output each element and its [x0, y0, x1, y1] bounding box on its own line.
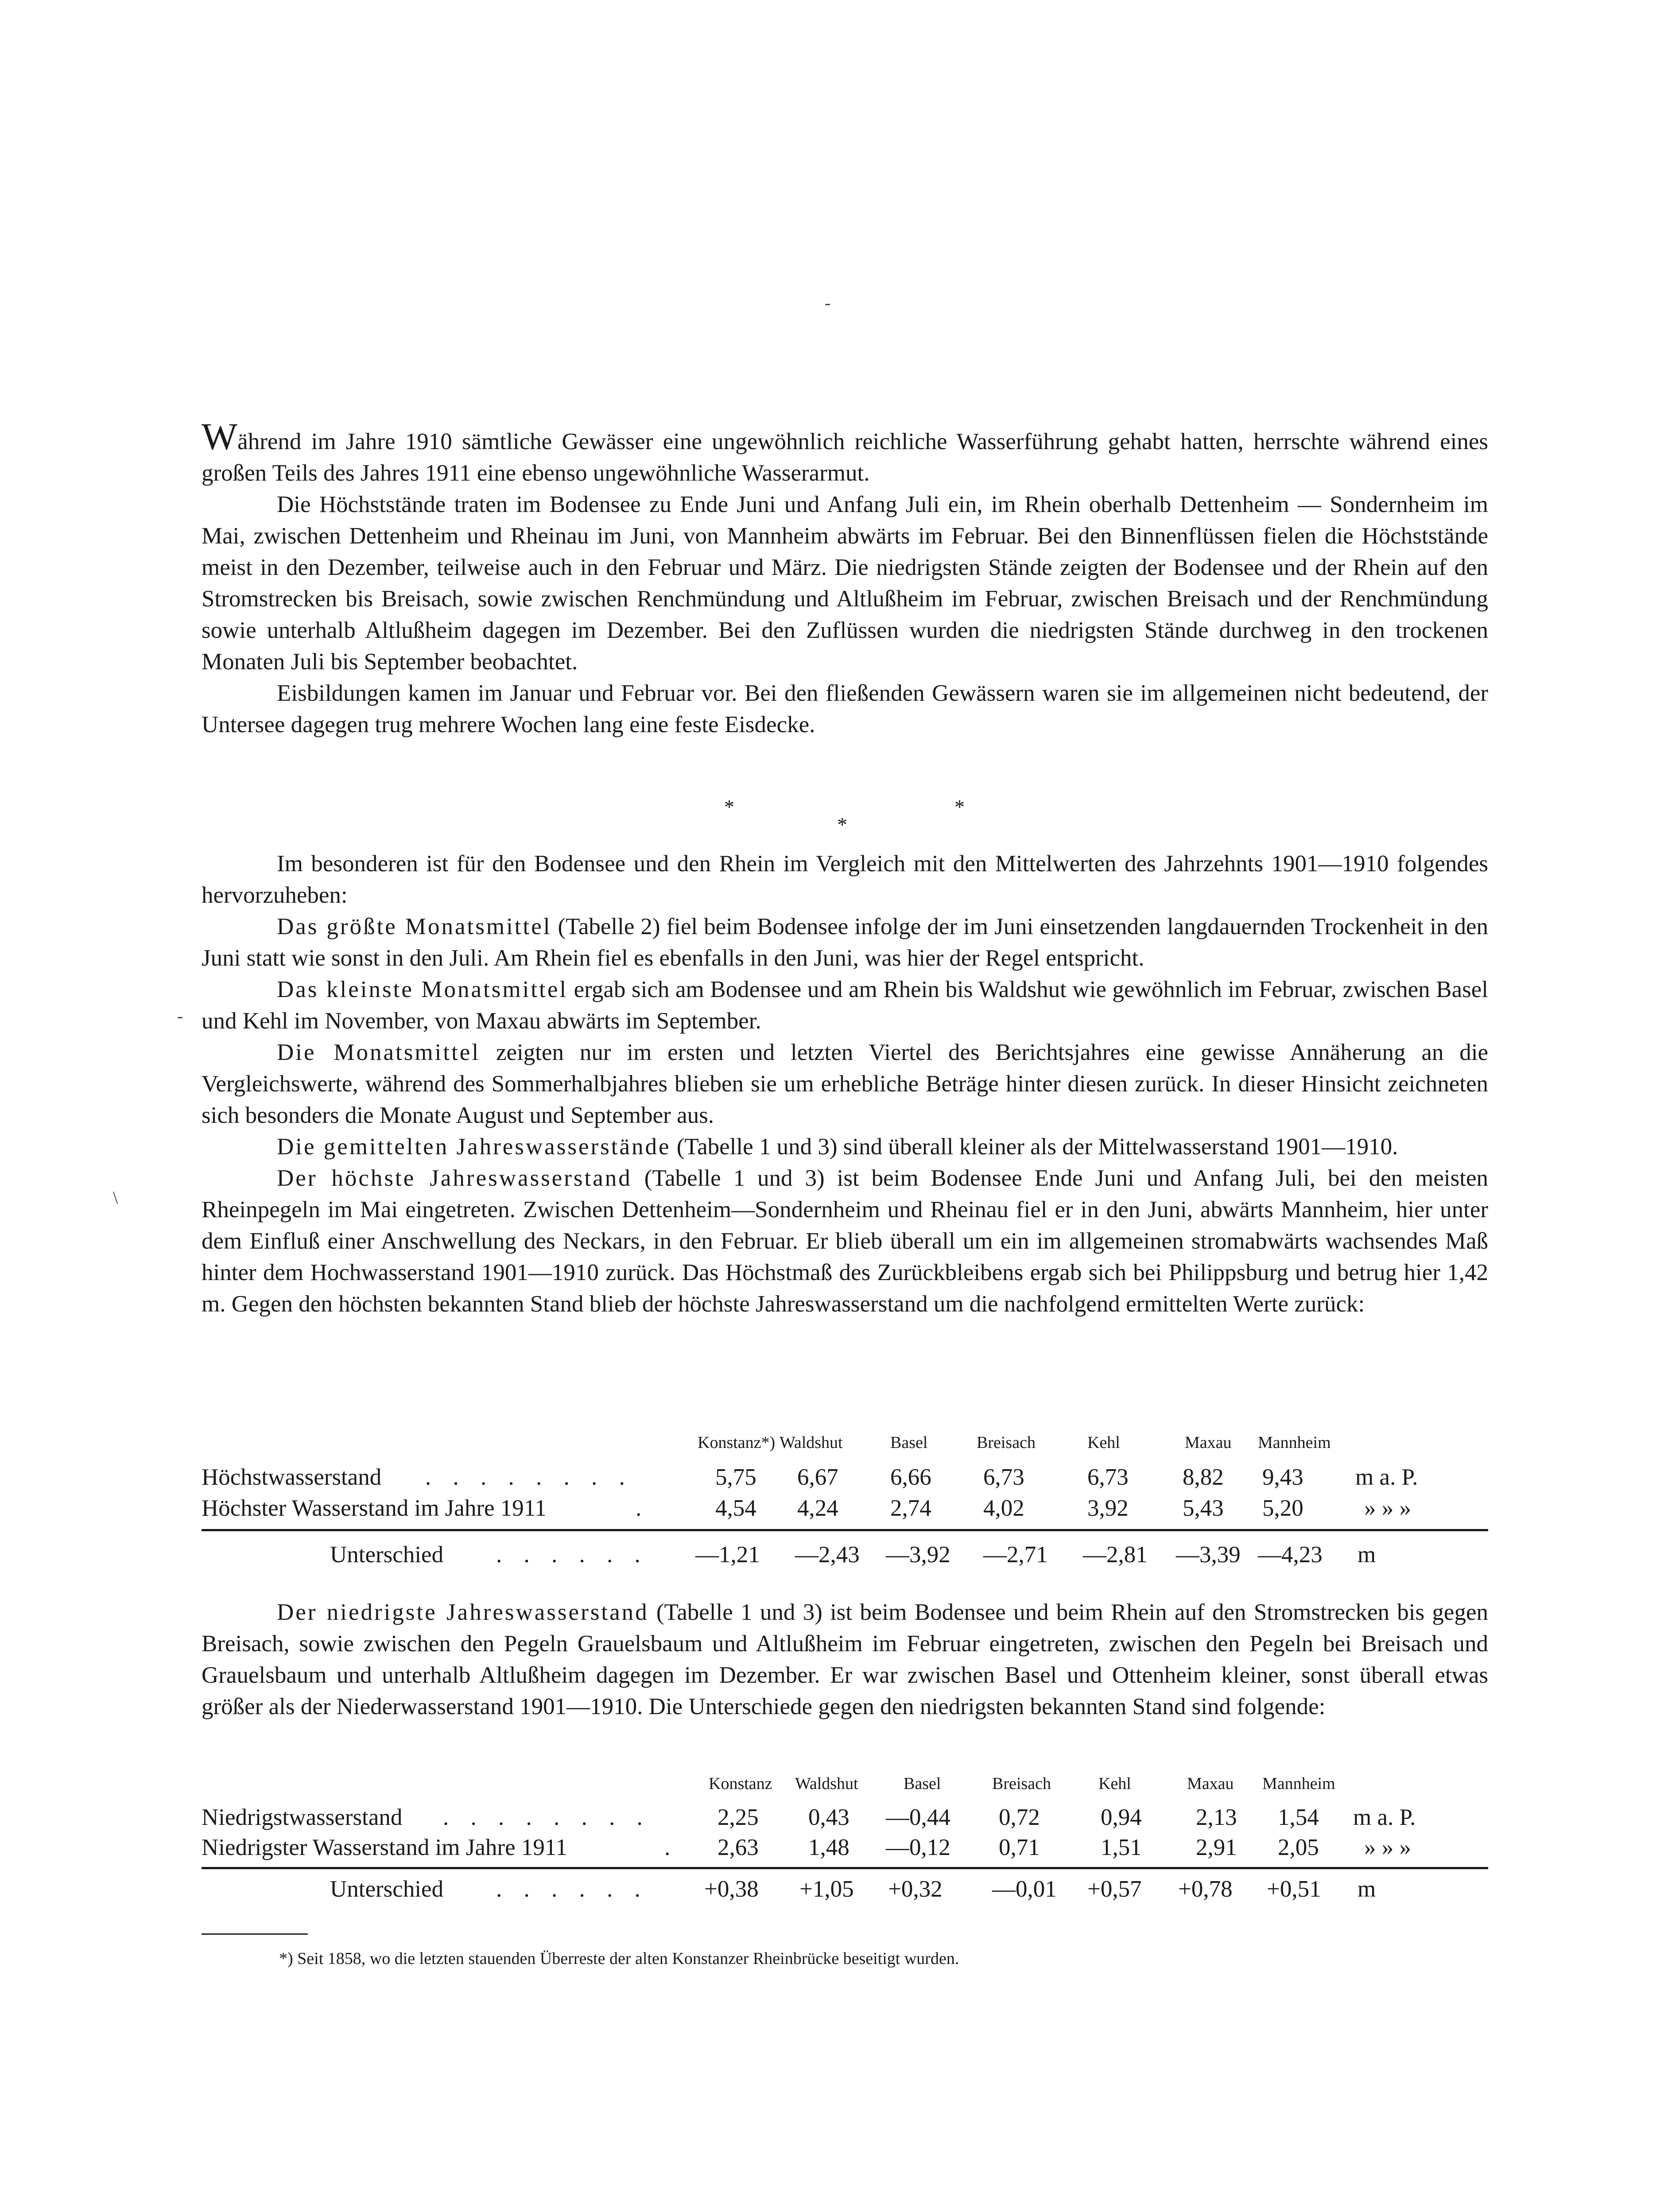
table-cell: —0,12	[886, 1835, 950, 1860]
paragraph-8	[202, 1131, 1488, 1163]
column-header: Mannheim	[1262, 1774, 1335, 1793]
paragraph-keyword: Der höchste Jahreswasserstand	[277, 1165, 632, 1191]
column-header: Breisach	[992, 1774, 1051, 1793]
table-cell: 2,91	[1196, 1835, 1237, 1860]
table-header-row	[202, 1433, 1488, 1464]
table-cell: 8,82	[1183, 1464, 1224, 1490]
table-unit: » » »	[1364, 1835, 1411, 1860]
table-row	[202, 1804, 1488, 1835]
intro-section	[202, 415, 1488, 741]
column-header: Basel	[890, 1433, 928, 1452]
table-row	[202, 1464, 1488, 1495]
paragraph-2: Die Höchststände traten im Bodensee zu Ende Juni und Anfang Juli ein, im Rhein oberhalb Dettenheim — Sondernheim im Mai, zwischen Dettenheim und Rheinau im Juni, von Mannheim abwärts im Februar. Bei den Binnenflüssen fielen die Höchststände meist in den Dezember, teilweise auch in den Februar und März. Die niedrigsten Stände zeigten der Bodensee und der Rhein auf den Stromstrecken bis Breisach, sowie zwischen Renchmündung und Altlußheim im Februar, zwischen Breisach und der Renchmündung sowie unterhalb Altlußheim dagegen im Dezember. Bei den Zuflüssen wurden die niedrigsten Stände durchweg in den trockenen Monaten Juli bis September beobachtet.	[202, 492, 1488, 675]
column-header: Breisach	[977, 1433, 1036, 1452]
paragraph-keyword: Die Monatsmittel	[277, 1040, 481, 1065]
stray-mark: -	[177, 1006, 183, 1026]
column-header: Maxau	[1187, 1774, 1234, 1793]
table-cell: 4,24	[797, 1495, 838, 1521]
column-header: Maxau	[1185, 1433, 1232, 1452]
asterisk-divider: *	[954, 796, 965, 818]
table-cell: +0,78	[1178, 1876, 1233, 1902]
column-header: Kehl	[1098, 1774, 1131, 1793]
table-unit: m	[1358, 1876, 1376, 1902]
table-cell: —2,81	[1083, 1542, 1148, 1568]
paragraph-text: ährend im Jahre 1910 sämtliche Gewässer eine ungewöhnlich reichliche Wasserführung gehabt hatten, herrschte während eines großen Teils des Jahres 1911 eine ebenso ungewöhnliche Wasserarmut.	[202, 429, 1488, 486]
table-cell: —1,21	[695, 1542, 760, 1568]
table-cell: —3,39	[1176, 1542, 1241, 1568]
paragraph-4	[202, 848, 1488, 911]
row-label: Unterschied	[330, 1876, 444, 1902]
table-rule	[202, 1867, 1488, 1869]
table-cell: —2,43	[795, 1542, 860, 1568]
paragraph-text: zeigten nur im ersten und letzten Viertel des Berichtsjahres eine gewisse Annäherung an die Vergleichswerte, während des Sommerhalbjahres blieben sie um erhebliche Beträge hinter diesen zurück. In dieser Hinsicht zeichneten sich besonders die Monate August und September aus.	[202, 1040, 1488, 1128]
table-cell: 2,05	[1278, 1835, 1319, 1860]
row-label: Unterschied	[330, 1542, 444, 1568]
row-leader-dots: . . . . . . . .	[425, 1464, 633, 1490]
paragraph-5	[202, 911, 1488, 974]
asterisk-divider: *	[724, 796, 734, 818]
table-unit: m a. P.	[1353, 1805, 1416, 1830]
table-cell: 2,63	[718, 1835, 759, 1860]
paragraph-3: Eisbildungen kamen im Januar und Februar vor. Bei den fließenden Gewässern waren sie im allgemeinen nicht bedeutend, der Untersee dagegen trug mehrere Wochen lang eine feste Eisdecke.	[202, 680, 1488, 737]
paragraph-text: (Tabelle 1 und 3) ist beim Bodensee und beim Rhein auf den Stromstrecken bis gegen Breisach, sowie zwischen den Pegeln Grauelsbaum und Altlußheim im Februar eingetreten, zwischen den Pegeln bei Breisach und Grauelsbaum und unterhalb Altlußheim dagegen im Dezember. Er war zwischen Basel und Ottenheim kleiner, sonst überall etwas größer als der Niederwasserstand 1901—1910. Die Unterschiede gegen den niedrigsten bekannten Stand sind folgende:	[202, 1599, 1488, 1719]
table-cell: 0,72	[999, 1805, 1040, 1830]
row-leader-dots: .	[664, 1835, 679, 1860]
table-cell: —0,44	[886, 1805, 950, 1830]
column-header: Konstanz*)	[698, 1433, 776, 1452]
table-cell: 6,67	[797, 1464, 838, 1490]
table-cell: 5,75	[715, 1464, 756, 1490]
row-leader-dots: . . . . . . . .	[443, 1805, 651, 1830]
stray-mark: -	[825, 293, 831, 313]
paragraph-keyword: Das kleinste Monatsmittel	[277, 977, 568, 1002]
table-cell: 5,20	[1262, 1495, 1303, 1521]
stray-mark: \	[113, 1187, 118, 1207]
row-leader-dots: . . . . . .	[496, 1542, 648, 1568]
asterisk-divider: *	[837, 813, 847, 836]
table-cell: 5,43	[1183, 1495, 1224, 1521]
row-label: Höchster Wasserstand im Jahre 1911	[202, 1495, 547, 1521]
row-label: Niedrigstwasserstand	[202, 1805, 403, 1830]
low-water-section	[202, 1597, 1488, 1723]
table-cell: +1,05	[799, 1876, 854, 1902]
comparison-section	[202, 848, 1488, 1320]
table-unit: m	[1358, 1542, 1376, 1568]
table-cell: 0,94	[1101, 1805, 1142, 1830]
column-header: Konstanz	[709, 1774, 772, 1793]
table-cell: —2,71	[983, 1542, 1048, 1568]
row-label: Niedrigster Wasserstand im Jahre 1911	[202, 1835, 567, 1860]
row-leader-dots: .	[636, 1495, 650, 1521]
table-cell: 9,43	[1262, 1464, 1303, 1490]
table-cell: 3,92	[1087, 1495, 1129, 1521]
table-cell: 2,13	[1196, 1805, 1237, 1830]
table-header-row	[202, 1774, 1488, 1805]
table-cell: —4,23	[1258, 1542, 1323, 1568]
table-cell: —3,92	[886, 1542, 950, 1568]
table-unit: » » »	[1364, 1495, 1411, 1521]
table-rule	[202, 1529, 1488, 1531]
footnote: *) Seit 1858, wo die letzten stauenden Überreste der alten Konstanzer Rheinbrücke beseitigt wurden.	[279, 1949, 959, 1968]
table-cell: 6,73	[983, 1464, 1024, 1490]
difference-row	[202, 1876, 1488, 1907]
paragraph-text: (Tabelle 1 und 3) ist beim Bodensee Ende Juni und Anfang Juli, bei den meisten Rheinpegeln im Mai eingetreten. Zwischen Dettenheim—Sondernheim und Rheinau fiel er in den Juni, abwärts Mannheim, hier unter dem Einfluß einer Anschwellung des Neckars, in den Februar. Er blieb überall um ein im allgemeinen stromabwärts wachsendes Maß hinter dem Hochwasserstand 1901—1910 zurück. Das Höchstmaß des Zurückbleibens ergab sich bei Philippsburg und betrug hier 1,42 m. Gegen den höchsten bekannten Stand blieb der höchste Jahreswasserstand um die nachfolgend ermittelten Werte zurück:	[202, 1165, 1488, 1317]
table-cell: 1,51	[1101, 1835, 1142, 1860]
paragraph-keyword: Der niedrigste Jahreswasserstand	[277, 1599, 649, 1625]
table-cell: —0,01	[992, 1876, 1057, 1902]
table-cell: +0,57	[1087, 1876, 1142, 1902]
paragraph-text: Im besonderen ist für den Bodensee und den Rhein im Vergleich mit den Mittelwerten des Jahrzehnts 1901—1910 folgendes hervorzuheben:	[202, 851, 1488, 908]
paragraph-9	[202, 1163, 1488, 1320]
column-header: Waldshut	[795, 1774, 858, 1793]
table-unit: m a. P.	[1355, 1464, 1418, 1490]
table-cell: 6,66	[890, 1464, 931, 1490]
table-cell: 1,48	[808, 1835, 850, 1860]
column-header: Kehl	[1087, 1433, 1120, 1452]
low-water-table	[202, 1774, 1488, 1871]
drop-cap: W	[202, 415, 238, 458]
table-cell: +0,38	[704, 1876, 759, 1902]
table-row	[202, 1834, 1488, 1865]
table-cell: 1,54	[1278, 1805, 1319, 1830]
column-header: Mannheim	[1258, 1433, 1331, 1452]
table-row	[202, 1495, 1488, 1526]
footnote-rule	[202, 1933, 308, 1935]
table-cell: +0,32	[888, 1876, 943, 1902]
table-cell: 4,02	[983, 1495, 1024, 1521]
table-cell: 0,43	[808, 1805, 850, 1830]
difference-row	[202, 1541, 1488, 1572]
table-cell: 4,54	[715, 1495, 756, 1521]
row-label: Höchstwasserstand	[202, 1464, 382, 1490]
row-leader-dots: . . . . . .	[496, 1876, 648, 1902]
paragraph-10	[202, 1597, 1488, 1723]
paragraph-6	[202, 974, 1488, 1037]
paragraph-text: ergab sich am Bodensee und am Rhein bis Waldshut wie gewöhnlich im Februar, zwischen Basel und Kehl im November, von Maxau abwärts im September.	[202, 977, 1488, 1034]
paragraph-text: (Tabelle 1 und 3) sind überall kleiner als der Mittelwasserstand 1901—1910.	[671, 1134, 1398, 1160]
paragraph-keyword: Das größte Monatsmittel	[277, 914, 552, 939]
paragraph-7	[202, 1037, 1488, 1131]
table-cell: 2,74	[890, 1495, 931, 1521]
table-cell: 2,25	[718, 1805, 759, 1830]
paragraph-1	[202, 415, 1488, 489]
paragraph-keyword: Die gemittelten Jahreswasserstände	[277, 1134, 671, 1160]
table-cell: 0,71	[999, 1835, 1040, 1860]
table-cell: 6,73	[1087, 1464, 1129, 1490]
low-water-diff	[202, 1876, 1488, 1911]
column-header: Basel	[904, 1774, 941, 1793]
high-water-diff	[202, 1541, 1488, 1577]
table-cell: +0,51	[1267, 1876, 1321, 1902]
column-header: Waldshut	[780, 1433, 843, 1452]
paragraph-text: (Tabelle 2) fiel beim Bodensee infolge der im Juni einsetzenden langdauernden Trockenheit in den Juni statt wie sonst in den Juli. Am Rhein fiel es ebenfalls in den Juni, was hier der Regel entspricht.	[202, 914, 1488, 971]
